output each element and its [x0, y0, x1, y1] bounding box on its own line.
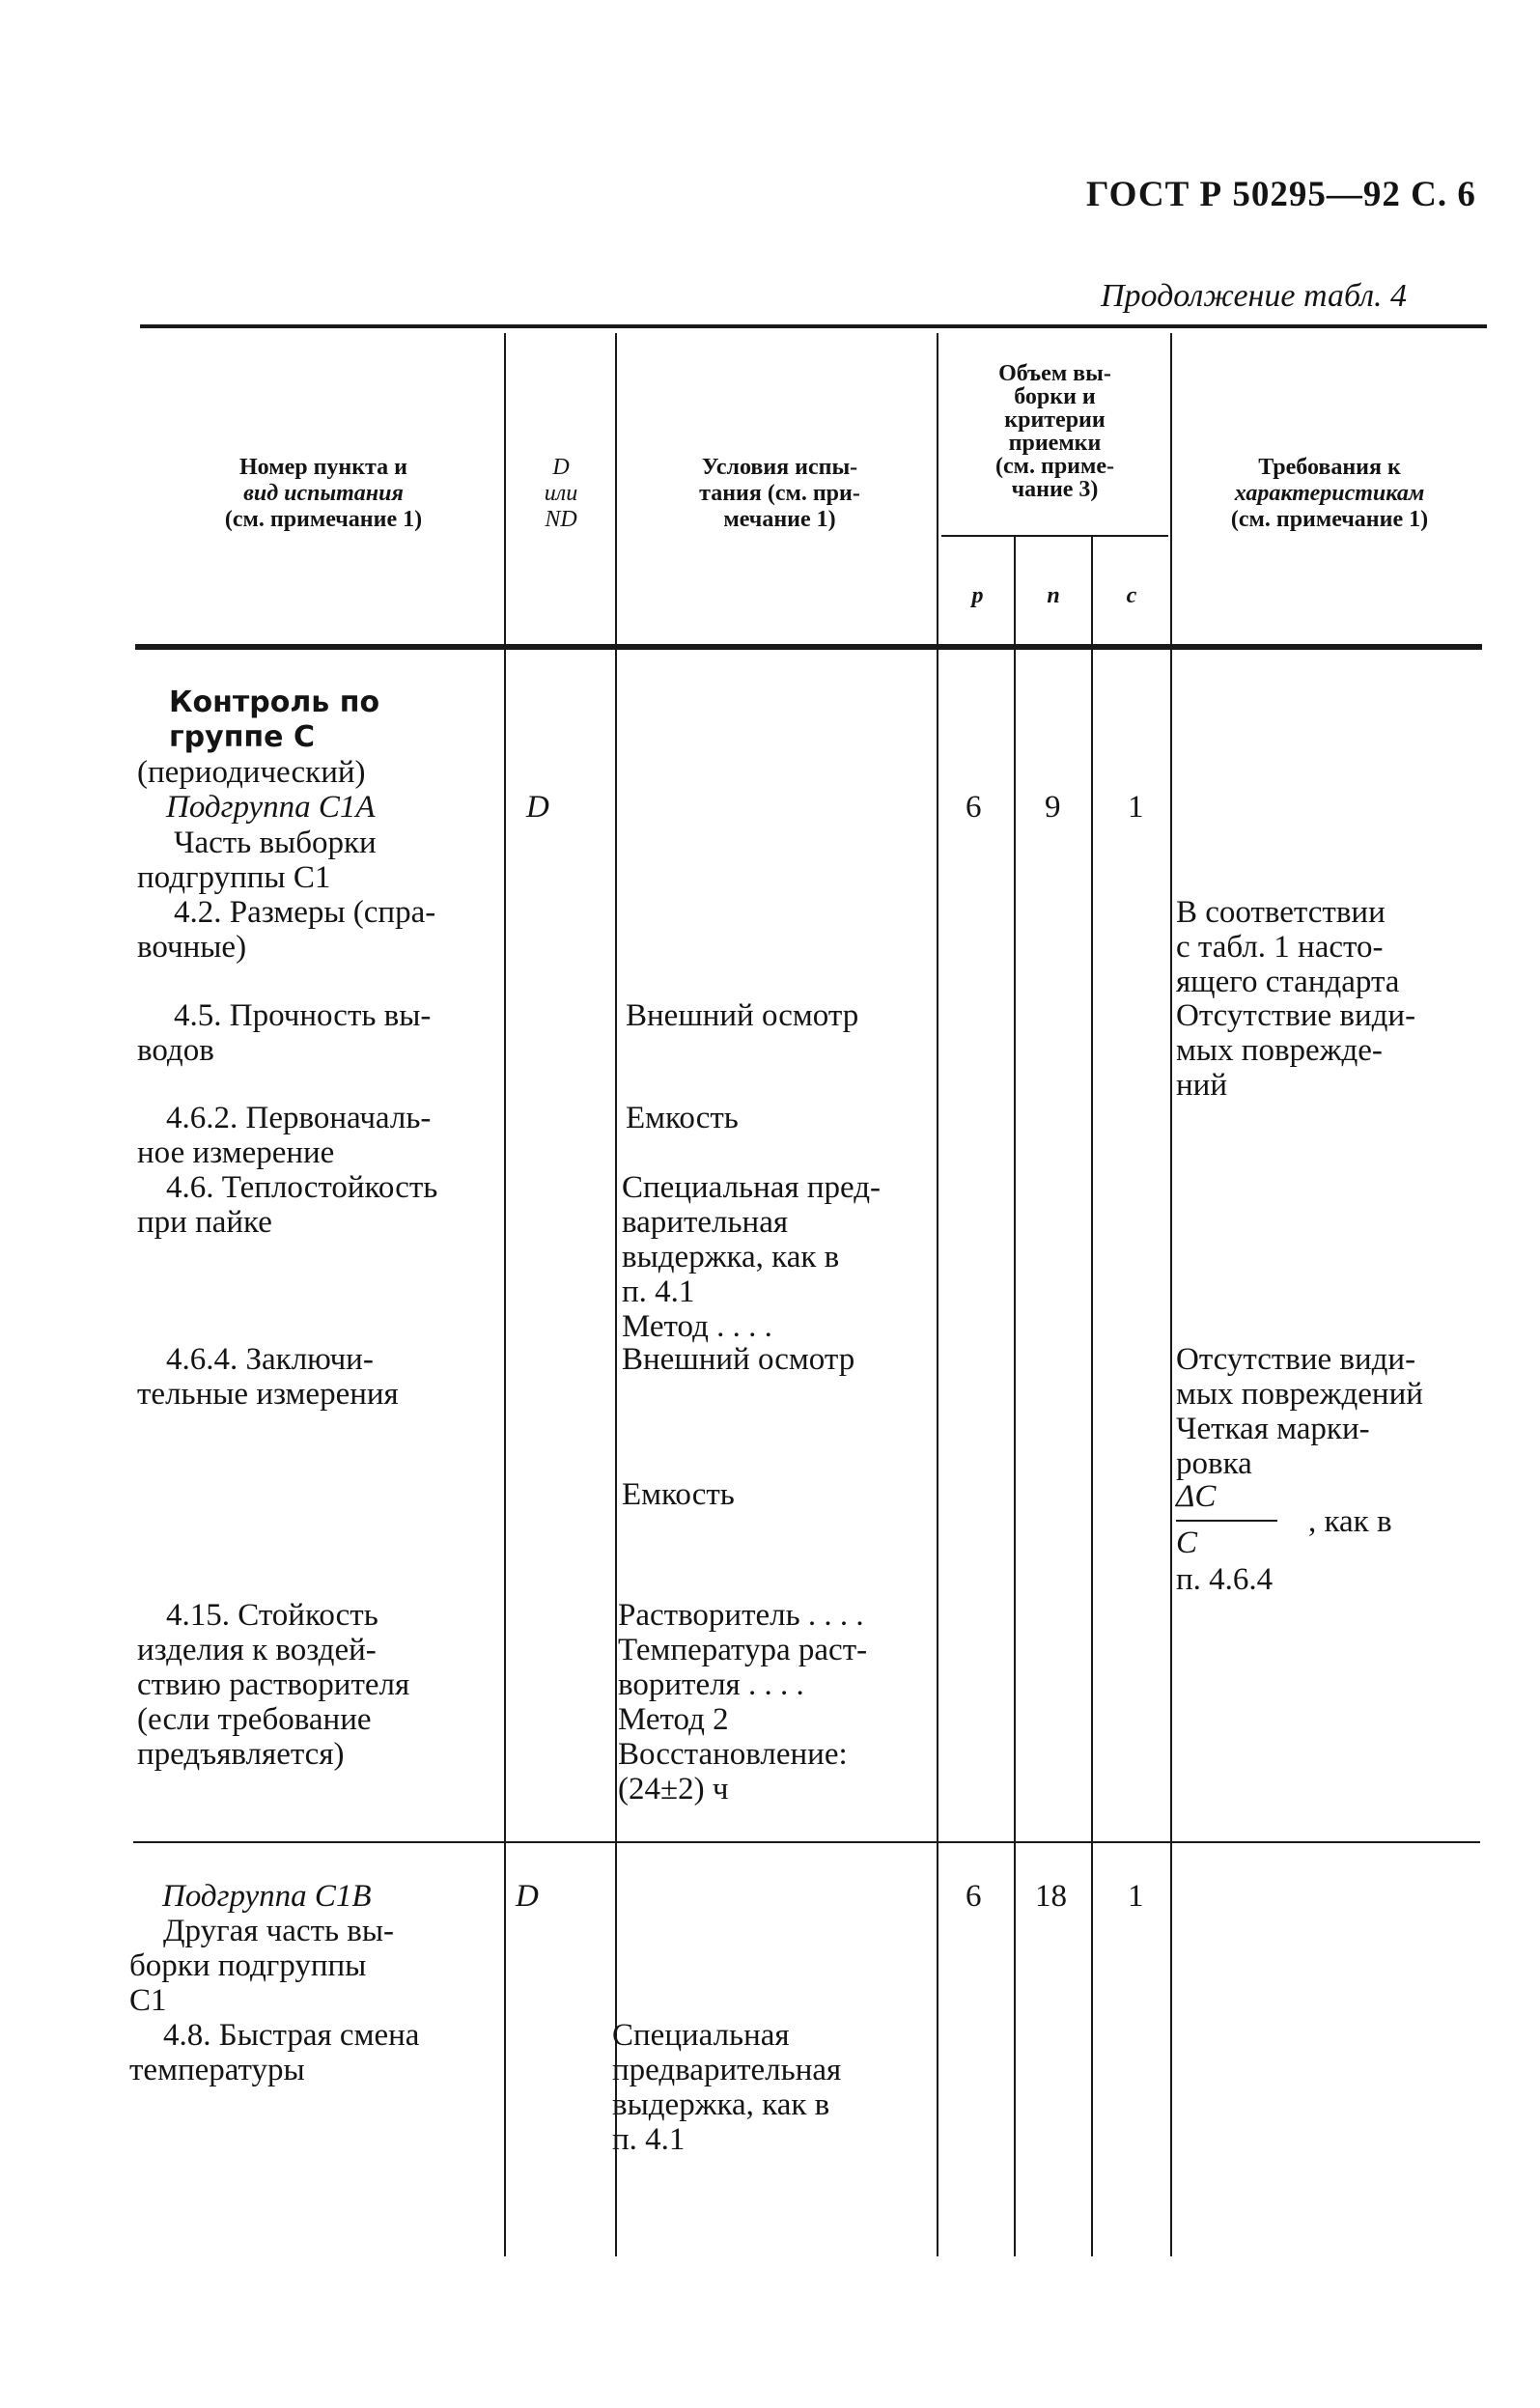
col-header-item: Номер пункта и вид испытания (см. примечание 1): [224, 455, 423, 532]
col-header-c: c: [1126, 583, 1137, 608]
item-4-5: 4.5. Прочность вы- водов: [137, 998, 432, 1068]
subgroup-c1a-d: D: [526, 790, 549, 825]
subgroup-c1a-n: 9: [1045, 790, 1061, 825]
subgroup-c1b-sample-note: Другая часть вы- борки подгруппы С1: [129, 1914, 395, 2018]
sample-size-subrule: [941, 535, 1168, 537]
item-4-15: 4.15. Стойкость изделия к воздей- ствию растворителя (если требование предъявляется): [137, 1598, 410, 1772]
document-code: ГОСТ Р 50295—92 С. 6: [1086, 175, 1476, 214]
req-4-6-4: Отсутствие види- мых повреждений Четкая марки- ровка: [1176, 1342, 1423, 1481]
col-header-d-nd: D или ND: [544, 455, 578, 532]
fraction-numerator: ΔC: [1176, 1479, 1217, 1514]
subgroup-c1b-c: 1: [1128, 1879, 1144, 1914]
cond-4-5: Внешний осмотр: [626, 998, 859, 1033]
col-header-sample: Объем вы- борки и критерии приемки (см. приме- чание 3): [995, 361, 1114, 502]
subgroup-c1a-sample-note: Часть выборки подгруппы С1: [137, 826, 377, 895]
col-divider-n-c: [1091, 537, 1093, 2256]
section-divider-rule: [133, 1841, 1480, 1843]
item-4-6: 4.6. Теплостойкость при пайке: [137, 1170, 438, 1240]
subgroup-c1a-label: Подгруппа С1А: [166, 790, 376, 825]
col-divider-1: [504, 333, 506, 2256]
col-divider-3: [937, 333, 938, 2256]
cond-4-8: Специальная предварительная выдержка, как в п. 4.1: [612, 2018, 842, 2157]
col-header-n: n: [1047, 583, 1060, 608]
subgroup-c1b-d: D: [516, 1879, 539, 1914]
col-header-requirements: Требования к характеристикам (см. примечание 1): [1230, 455, 1429, 532]
table-top-rule: [140, 324, 1487, 328]
col-header-p: p: [971, 583, 984, 608]
subgroup-c1b-label: Подгруппа С1В: [162, 1879, 372, 1914]
header-bottom-rule: [135, 644, 1482, 650]
table-continuation-label: Продолжение табл. 4: [1101, 278, 1408, 314]
cond-4-15: Растворитель . . . . Температура раст- ворителя . . . . Метод 2 Восстановление: (24±2) ч: [618, 1598, 868, 1806]
fraction-reference: п. 4.6.4: [1176, 1562, 1274, 1597]
item-4-8: 4.8. Быстрая смена температуры: [129, 2018, 420, 2087]
col-divider-2: [615, 333, 617, 2256]
req-4-5: Отсутствие види- мых поврежде- ний: [1176, 998, 1416, 1103]
col-header-conditions: Условия испы- тания (см. при- мечание 1): [699, 455, 860, 532]
item-4-6-2: 4.6.2. Первоначаль- ное измерение: [137, 1101, 432, 1170]
cond-4-6-4-capacitance: Емкость: [622, 1477, 735, 1512]
col-divider-p-n: [1014, 537, 1016, 2256]
item-4-2: 4.2. Размеры (спра- вочные): [137, 895, 436, 965]
cond-4-6-4-visual: Внешний осмотр: [622, 1342, 855, 1377]
subgroup-c1b-n: 18: [1035, 1879, 1067, 1914]
cond-4-6-2: Емкость: [626, 1101, 739, 1135]
fraction-tail: , как в: [1308, 1504, 1392, 1539]
item-4-6-4: 4.6.4. Заключи- тельные измерения: [137, 1342, 399, 1412]
cond-4-6: Специальная пред- варительная выдержка, как в п. 4.1 Метод . . . .: [622, 1170, 881, 1344]
req-4-2: В соответствии с табл. 1 насто- ящего стандарта: [1176, 895, 1400, 999]
fraction-bar: [1176, 1520, 1277, 1522]
subgroup-c1a-c: 1: [1128, 790, 1144, 825]
group-c-title: Контроль по группе С: [169, 686, 380, 754]
group-c-periodic: (периодический): [137, 755, 366, 790]
subgroup-c1b-p: 6: [966, 1879, 982, 1914]
fraction-denominator: C: [1176, 1526, 1198, 1560]
subgroup-c1a-p: 6: [966, 790, 982, 825]
col-divider-4: [1170, 333, 1172, 2256]
